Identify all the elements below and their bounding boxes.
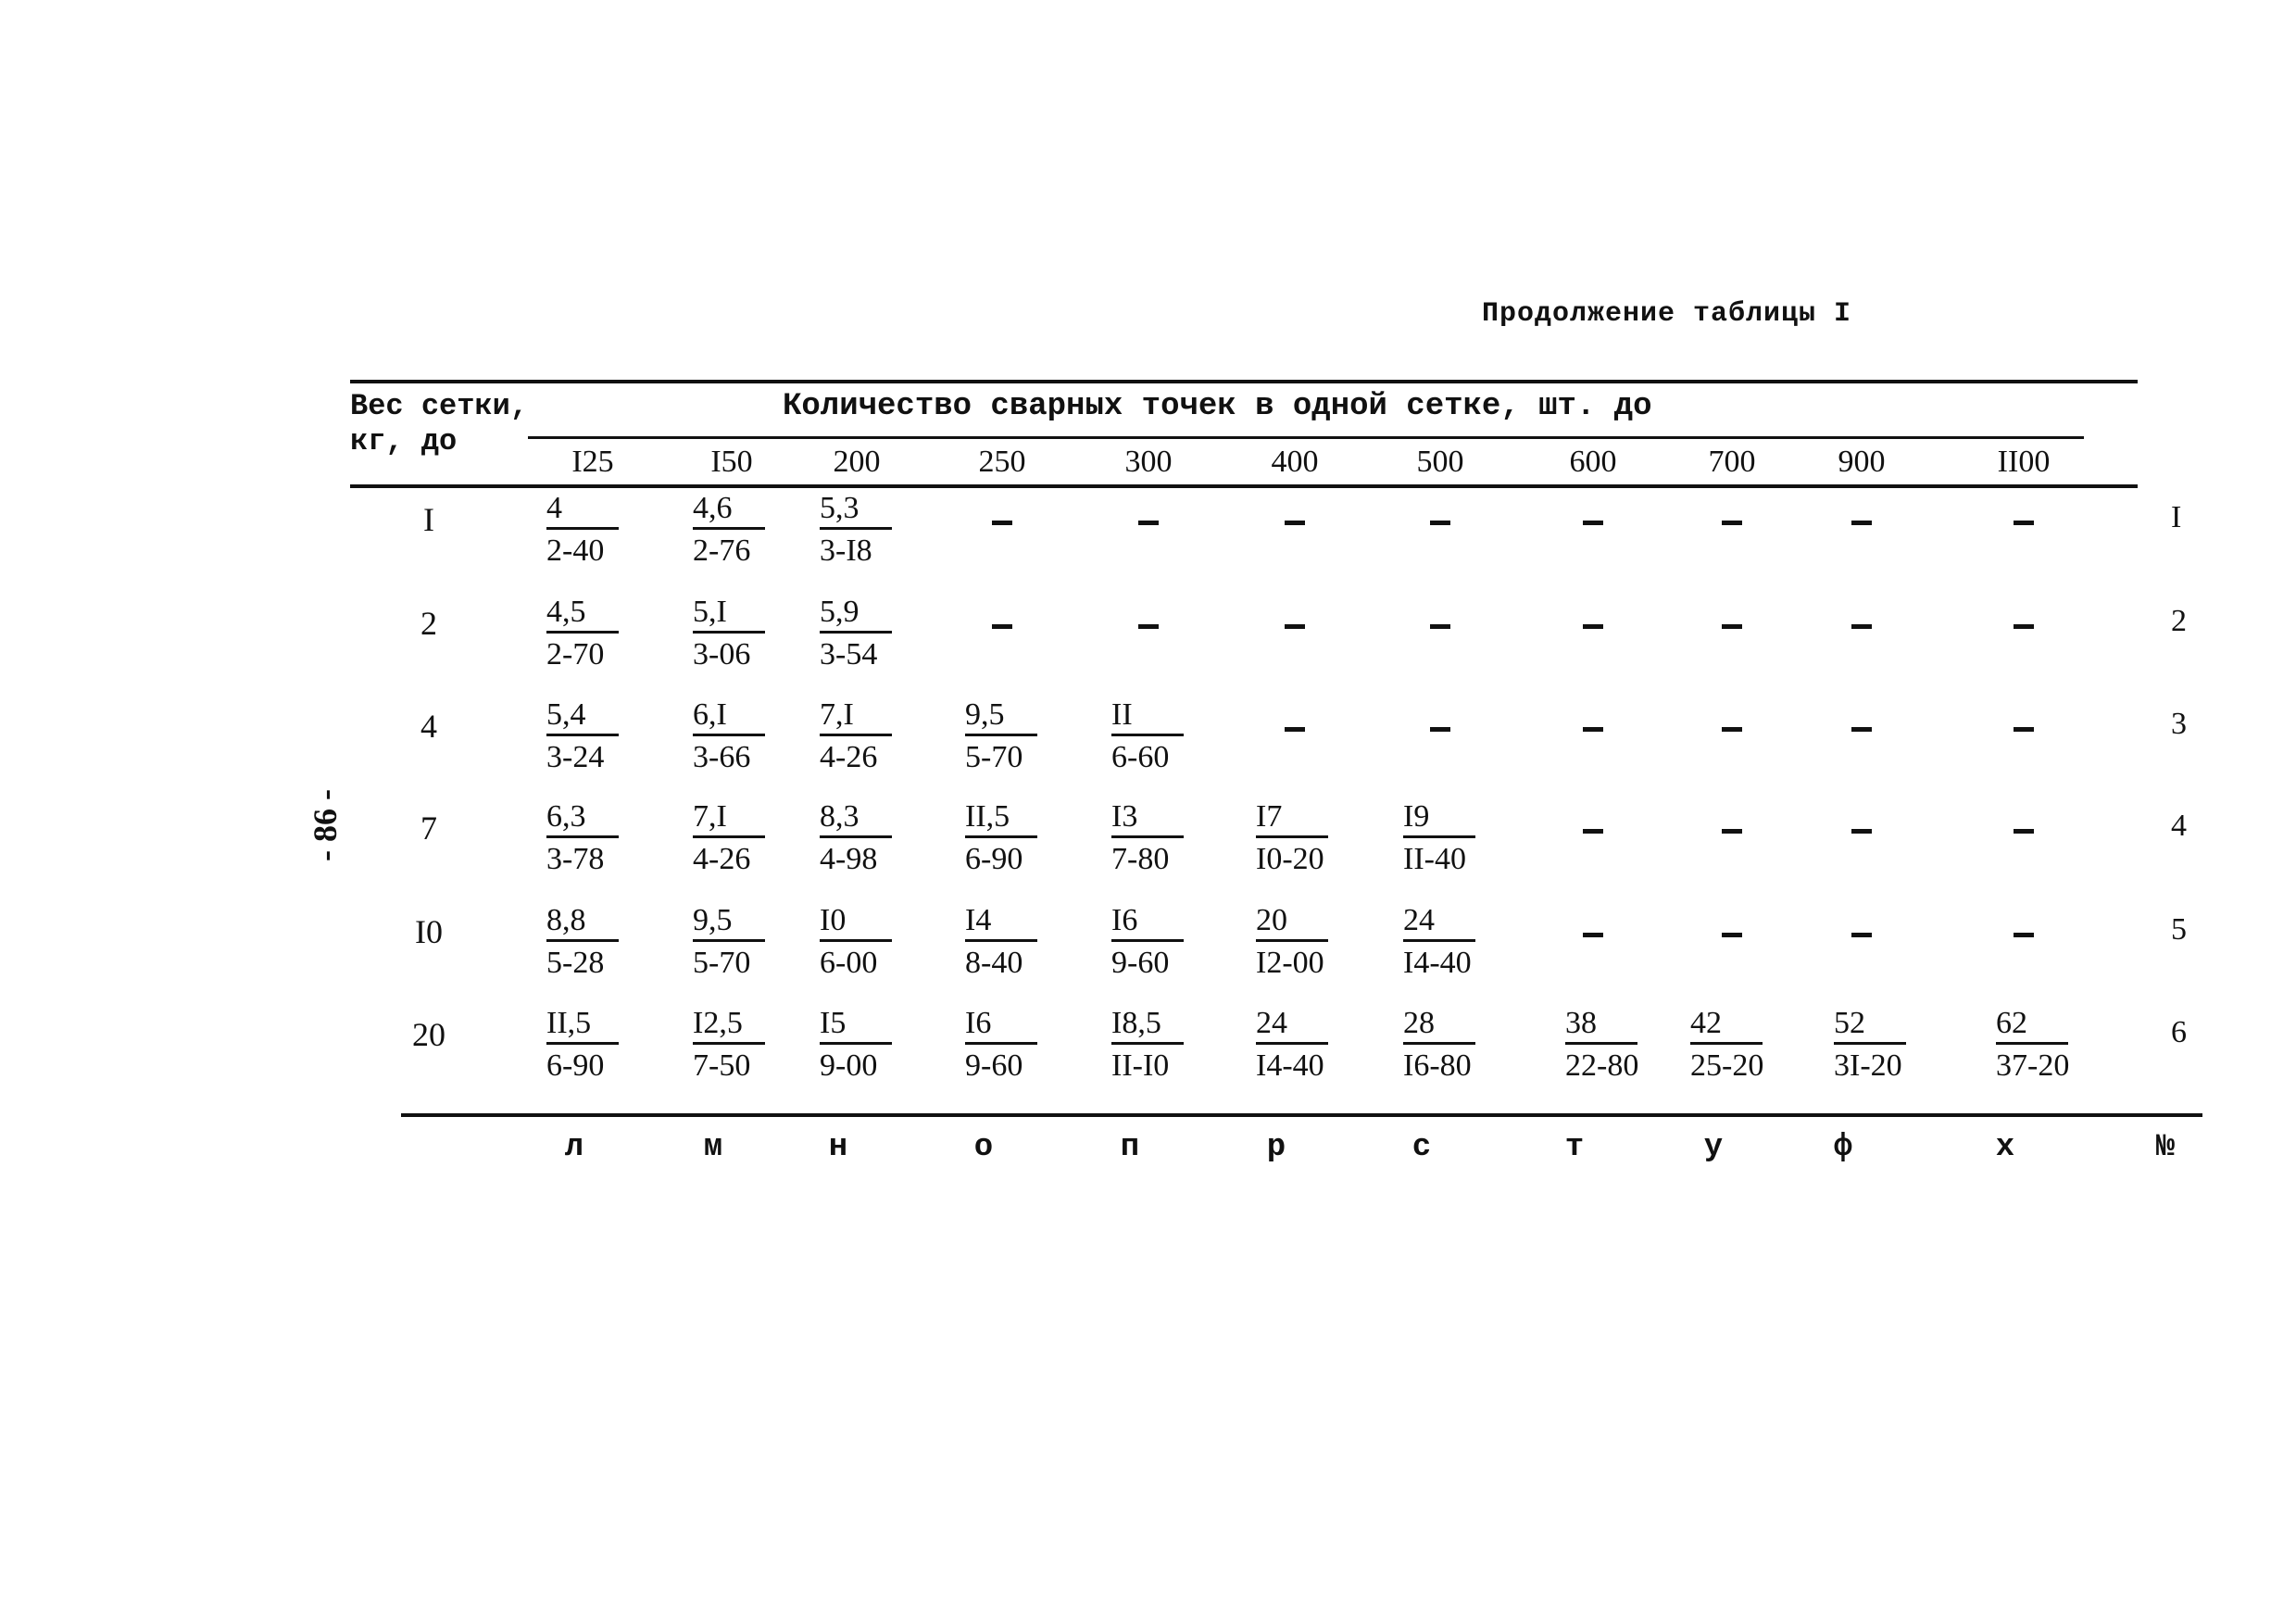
weight-header (350, 389, 528, 459)
table-cell (546, 595, 667, 672)
cell-price: 2-70 (546, 637, 605, 671)
table-caption: Продолжение таблицы I (1482, 298, 1852, 330)
empty-cell-dash (1722, 521, 1742, 525)
column-letter: у (1703, 1130, 1724, 1165)
column-header: 250 (978, 445, 1026, 479)
empty-cell-dash (2014, 521, 2034, 525)
cell-price: 6-60 (1111, 740, 1170, 774)
table-cell (1690, 1006, 1811, 1084)
cell-value: 4,5 (546, 595, 619, 634)
cell-value: II,5 (546, 1006, 619, 1045)
column-letter: п (1120, 1130, 1140, 1165)
table-cell (1403, 799, 1524, 877)
cell-value: 7,I (820, 697, 892, 736)
empty-cell-dash (992, 521, 1012, 525)
cell-price: 4-26 (820, 740, 878, 774)
cell-price: 5-70 (693, 946, 751, 980)
table-cell (546, 697, 667, 775)
cell-price: 8-40 (965, 946, 1023, 980)
cell-value: 62 (1996, 1006, 2068, 1045)
table-cell (820, 799, 940, 877)
table-cell (1403, 903, 1524, 981)
empty-cell-dash (1851, 933, 1872, 937)
cell-value: 4,6 (693, 491, 765, 530)
column-letter: н (828, 1130, 848, 1165)
table-cell (1565, 1006, 1686, 1084)
table-top-rule (350, 380, 2138, 383)
row-number: 4 (2171, 809, 2187, 843)
empty-cell-dash (1285, 727, 1305, 732)
column-letter: м (703, 1130, 723, 1165)
table-cell (693, 903, 813, 981)
cell-price: 9-60 (1111, 946, 1170, 980)
cell-price: 2-40 (546, 533, 605, 568)
column-letter: т (1564, 1130, 1585, 1165)
cell-price: 25-20 (1690, 1048, 1764, 1083)
row-number: I (2171, 500, 2182, 534)
cell-price: 37-20 (1996, 1048, 2070, 1083)
empty-cell-dash (992, 624, 1012, 629)
table-cell (820, 595, 940, 672)
points-header: Количество сварных точек в одной сетке, шт. до (783, 389, 1652, 424)
table-cell (1111, 903, 1232, 981)
row-weight: 4 (420, 708, 437, 745)
table-cell (1256, 799, 1376, 877)
column-header: I50 (710, 445, 753, 479)
cell-value: I9 (1403, 799, 1475, 838)
cell-value: 20 (1256, 903, 1328, 942)
table-cell (1111, 697, 1232, 775)
cell-price: 6-90 (546, 1048, 605, 1083)
table-cell (693, 491, 813, 569)
table-bottom-rule (401, 1113, 2202, 1117)
table-cell (1996, 1006, 2116, 1084)
row-number: 6 (2171, 1015, 2187, 1049)
empty-cell-dash (1851, 521, 1872, 525)
column-letter: ф (1833, 1130, 1853, 1165)
cell-value: 5,4 (546, 697, 619, 736)
table-cell (546, 1006, 667, 1084)
cell-value: 28 (1403, 1006, 1475, 1045)
empty-cell-dash (1583, 727, 1603, 732)
page-number: - 86 - (307, 789, 344, 861)
column-header: 700 (1708, 445, 1756, 479)
cell-value: 6,3 (546, 799, 619, 838)
empty-cell-dash (1583, 624, 1603, 629)
column-letter: р (1266, 1130, 1286, 1165)
empty-cell-dash (2014, 829, 2034, 834)
empty-cell-dash (1851, 727, 1872, 732)
cell-value: I2,5 (693, 1006, 765, 1045)
column-header: 200 (833, 445, 881, 479)
cell-price: 5-70 (965, 740, 1023, 774)
row-weight: I (423, 501, 434, 538)
cell-price: I0-20 (1256, 842, 1324, 876)
cell-price: 3-06 (693, 637, 751, 671)
cell-price: 4-98 (820, 842, 878, 876)
cell-value: II,5 (965, 799, 1037, 838)
cell-price: I4-40 (1256, 1048, 1324, 1083)
empty-cell-dash (1138, 624, 1159, 629)
table-cell (1403, 1006, 1524, 1084)
column-header: 900 (1838, 445, 1886, 479)
cell-price: 4-26 (693, 842, 751, 876)
table-cell (1834, 1006, 1954, 1084)
empty-cell-dash (1430, 521, 1450, 525)
header-bottom-rule (350, 484, 2138, 488)
row-weight: I0 (415, 913, 443, 950)
cell-value: 9,5 (965, 697, 1037, 736)
empty-cell-dash (1430, 727, 1450, 732)
table-cell (693, 697, 813, 775)
column-letter: с (1411, 1130, 1432, 1165)
cell-price: 22-80 (1565, 1048, 1639, 1083)
cell-price: 3I-20 (1834, 1048, 1902, 1083)
cell-price: 9-00 (820, 1048, 878, 1083)
table-cell (1111, 799, 1232, 877)
empty-cell-dash (2014, 624, 2034, 629)
column-header: 400 (1271, 445, 1319, 479)
empty-cell-dash (1285, 521, 1305, 525)
column-letter: х (1995, 1130, 2015, 1165)
table-cell (693, 1006, 813, 1084)
empty-cell-dash (2014, 727, 2034, 732)
empty-cell-dash (1722, 624, 1742, 629)
cell-value: 6,I (693, 697, 765, 736)
weight-header-line2: кг, до (350, 424, 458, 458)
column-letter: л (564, 1130, 584, 1165)
table-cell (1256, 1006, 1376, 1084)
empty-cell-dash (1851, 624, 1872, 629)
empty-cell-dash (1583, 521, 1603, 525)
cell-price: 6-90 (965, 842, 1023, 876)
column-header: I25 (571, 445, 614, 479)
cell-value: I4 (965, 903, 1037, 942)
table-cell (965, 799, 1085, 877)
empty-cell-dash (1851, 829, 1872, 834)
row-weight: 2 (420, 605, 437, 642)
cell-value: 42 (1690, 1006, 1763, 1045)
cell-price: 9-60 (965, 1048, 1023, 1083)
cell-value: 7,I (693, 799, 765, 838)
row-number: 2 (2171, 604, 2187, 638)
cell-value: I8,5 (1111, 1006, 1184, 1045)
cell-price: I6-80 (1403, 1048, 1472, 1083)
row-number: 5 (2171, 912, 2187, 947)
cell-value: I5 (820, 1006, 892, 1045)
table-cell (546, 799, 667, 877)
row-weight: 20 (412, 1016, 445, 1053)
cell-value: I7 (1256, 799, 1328, 838)
table-cell (546, 903, 667, 981)
table-cell (820, 903, 940, 981)
row-number: 3 (2171, 707, 2187, 741)
cell-value: 52 (1834, 1006, 1906, 1045)
empty-cell-dash (1138, 521, 1159, 525)
cell-price: II-I0 (1111, 1048, 1170, 1083)
empty-cell-dash (2014, 933, 2034, 937)
cell-price: 3-66 (693, 740, 751, 774)
cell-price: 7-50 (693, 1048, 751, 1083)
row-weight: 7 (420, 810, 437, 847)
table-cell (693, 799, 813, 877)
cell-price: 3-54 (820, 637, 878, 671)
cell-price: II-40 (1403, 842, 1466, 876)
cell-value: 9,5 (693, 903, 765, 942)
empty-cell-dash (1722, 829, 1742, 834)
empty-cell-dash (1722, 727, 1742, 732)
empty-cell-dash (1583, 933, 1603, 937)
cell-price: 3-78 (546, 842, 605, 876)
table-cell (965, 1006, 1085, 1084)
table-cell (1111, 1006, 1232, 1084)
column-header: 500 (1416, 445, 1464, 479)
cell-value: 8,8 (546, 903, 619, 942)
cell-price: 3-24 (546, 740, 605, 774)
table-cell (693, 595, 813, 672)
cell-value: 24 (1256, 1006, 1328, 1045)
cell-value: II (1111, 697, 1184, 736)
cell-value: I0 (820, 903, 892, 942)
cell-value: 8,3 (820, 799, 892, 838)
cell-value: 5,9 (820, 595, 892, 634)
cell-value: 24 (1403, 903, 1475, 942)
empty-cell-dash (1722, 933, 1742, 937)
cell-price: I4-40 (1403, 946, 1472, 980)
weight-header-line1: Вес сетки, (350, 389, 529, 423)
table-cell (820, 697, 940, 775)
cell-price: 6-00 (820, 946, 878, 980)
cell-price: 5-28 (546, 946, 605, 980)
cell-price: 7-80 (1111, 842, 1170, 876)
cell-value: I3 (1111, 799, 1184, 838)
table-cell (1256, 903, 1376, 981)
table-cell (965, 903, 1085, 981)
empty-cell-dash (1285, 624, 1305, 629)
cell-value: 38 (1565, 1006, 1637, 1045)
cell-value: I6 (1111, 903, 1184, 942)
cell-price: 2-76 (693, 533, 751, 568)
row-num-symbol: № (2155, 1130, 2176, 1165)
column-letter: о (973, 1130, 994, 1165)
cell-value: 5,I (693, 595, 765, 634)
points-header-rule (528, 436, 2084, 439)
column-header: 300 (1124, 445, 1173, 479)
empty-cell-dash (1583, 829, 1603, 834)
cell-value: 5,3 (820, 491, 892, 530)
column-header: II00 (1997, 445, 2051, 479)
table-cell (820, 491, 940, 569)
cell-price: I2-00 (1256, 946, 1324, 980)
table-cell (546, 491, 667, 569)
cell-value: I6 (965, 1006, 1037, 1045)
table-cell (820, 1006, 940, 1084)
column-header: 600 (1569, 445, 1617, 479)
cell-price: 3-I8 (820, 533, 872, 568)
empty-cell-dash (1430, 624, 1450, 629)
table-cell (965, 697, 1085, 775)
cell-value: 4 (546, 491, 619, 530)
